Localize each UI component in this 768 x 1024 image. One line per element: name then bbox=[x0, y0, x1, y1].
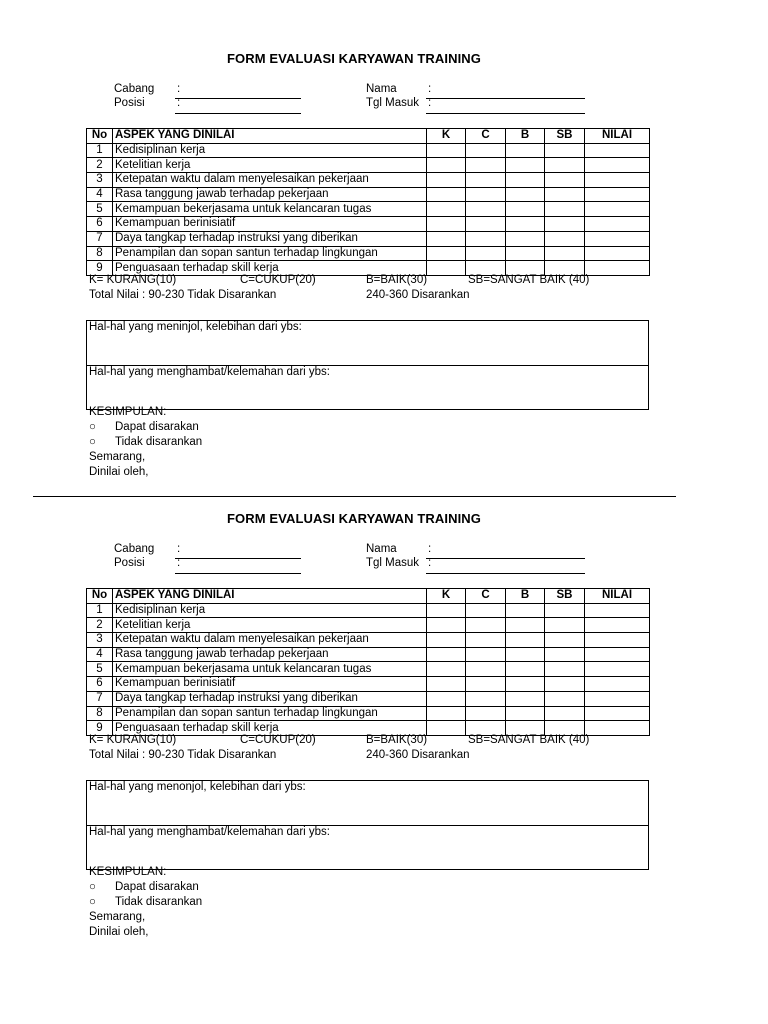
row-no: 8 bbox=[87, 246, 113, 261]
cell-c[interactable] bbox=[466, 143, 506, 158]
option-label: Tidak disarankan bbox=[115, 896, 203, 908]
cell-nilai[interactable] bbox=[585, 261, 650, 276]
cell-nilai[interactable] bbox=[585, 691, 650, 706]
form-title: FORM EVALUASI KARYAWAN TRAINING bbox=[227, 511, 481, 526]
col-header-aspek: ASPEK YANG DINILAI bbox=[113, 589, 427, 604]
cell-nilai[interactable] bbox=[585, 677, 650, 692]
scale-sb: SB=SANGAT BAIK (40) bbox=[468, 734, 590, 746]
cabang-label: Cabang bbox=[114, 543, 155, 555]
col-header-no: No bbox=[87, 589, 113, 604]
row-aspek: Kemampuan berinisiatif bbox=[113, 217, 427, 232]
scale-c: C=CUKUP(20) bbox=[240, 274, 316, 286]
row-aspek: Penampilan dan sopan santun terhadap lingkungan bbox=[113, 706, 427, 721]
cell-sb[interactable] bbox=[545, 633, 585, 648]
row-aspek: Ketepatan waktu dalam menyelesaikan pekerjaan bbox=[113, 173, 427, 188]
col-header-sb: SB bbox=[545, 129, 585, 144]
cell-c[interactable] bbox=[466, 691, 506, 706]
total-not-recommended: Total Nilai : 90-230 Tidak Disarankan bbox=[89, 289, 277, 301]
row-aspek: Daya tangkap terhadap instruksi yang diberikan bbox=[113, 691, 427, 706]
nama-label: Nama bbox=[366, 543, 397, 555]
col-header-c: C bbox=[466, 129, 506, 144]
sign-by: Dinilai oleh, bbox=[89, 466, 149, 478]
cabang-field[interactable] bbox=[175, 98, 301, 99]
table-row bbox=[87, 217, 650, 232]
cell-c[interactable] bbox=[466, 158, 506, 173]
table-row bbox=[87, 633, 650, 648]
row-no: 2 bbox=[87, 618, 113, 633]
nama-colon: : bbox=[428, 83, 432, 95]
cell-b[interactable] bbox=[506, 618, 545, 633]
row-aspek: Rasa tanggung jawab terhadap pekerjaan bbox=[113, 647, 427, 662]
cell-c[interactable] bbox=[466, 662, 506, 677]
tgl-masuk-colon: : bbox=[428, 97, 432, 109]
kesimpulan-label: KESIMPULAN: bbox=[89, 406, 167, 418]
cell-b[interactable] bbox=[506, 231, 545, 246]
cell-b[interactable] bbox=[506, 633, 545, 648]
evaluation-table bbox=[86, 128, 650, 276]
cell-c[interactable] bbox=[466, 618, 506, 633]
cell-nilai[interactable] bbox=[585, 173, 650, 188]
col-header-k: K bbox=[427, 589, 466, 604]
cell-nilai[interactable] bbox=[585, 647, 650, 662]
cell-nilai[interactable] bbox=[585, 721, 650, 736]
posisi-field[interactable] bbox=[175, 113, 301, 114]
cell-sb[interactable] bbox=[545, 187, 585, 202]
radio-circle-icon: ○ bbox=[89, 881, 96, 893]
cabang-colon: : bbox=[177, 83, 181, 95]
option-tidak-disarankan[interactable] bbox=[89, 896, 202, 908]
row-aspek: Ketelitian kerja bbox=[113, 158, 427, 173]
table-row bbox=[87, 603, 650, 618]
posisi-field[interactable] bbox=[175, 573, 301, 574]
posisi-label: Posisi bbox=[114, 557, 145, 569]
row-no: 5 bbox=[87, 662, 113, 677]
table-row bbox=[87, 647, 650, 662]
scale-sb: SB=SANGAT BAIK (40) bbox=[468, 274, 590, 286]
tgl-masuk-colon: : bbox=[428, 557, 432, 569]
tgl-masuk-field[interactable] bbox=[426, 573, 585, 574]
cell-b[interactable] bbox=[506, 647, 545, 662]
cell-nilai[interactable] bbox=[585, 633, 650, 648]
option-tidak-disarankan[interactable] bbox=[89, 436, 202, 448]
evaluation-table bbox=[86, 588, 650, 736]
col-header-k: K bbox=[427, 129, 466, 144]
nama-label: Nama bbox=[366, 83, 397, 95]
cell-sb[interactable] bbox=[545, 691, 585, 706]
kesimpulan-label: KESIMPULAN: bbox=[89, 866, 167, 878]
cell-b[interactable] bbox=[506, 217, 545, 232]
row-aspek: Ketelitian kerja bbox=[113, 618, 427, 633]
cell-sb[interactable] bbox=[545, 246, 585, 261]
row-no: 3 bbox=[87, 173, 113, 188]
posisi-colon: : bbox=[177, 97, 181, 109]
tgl-masuk-label: Tgl Masuk bbox=[366, 557, 420, 569]
scale-k: K= KURANG(10) bbox=[89, 274, 177, 286]
total-not-recommended: Total Nilai : 90-230 Tidak Disarankan bbox=[89, 749, 277, 761]
cell-nilai[interactable] bbox=[585, 187, 650, 202]
table-row bbox=[87, 662, 650, 677]
row-no: 5 bbox=[87, 202, 113, 217]
table-row bbox=[87, 618, 650, 633]
cell-k[interactable] bbox=[427, 706, 466, 721]
col-header-b: B bbox=[506, 589, 545, 604]
option-label: Tidak disarankan bbox=[115, 436, 203, 448]
strength-note-label: Hal-hal yang meninjol, kelebihan dari ybs: bbox=[89, 321, 302, 333]
col-header-nilai: NILAI bbox=[585, 589, 650, 604]
cell-c[interactable] bbox=[466, 231, 506, 246]
weakness-note[interactable] bbox=[87, 365, 648, 410]
table-row bbox=[87, 173, 650, 188]
sign-by: Dinilai oleh, bbox=[89, 926, 149, 938]
cell-c[interactable] bbox=[466, 603, 506, 618]
col-header-aspek: ASPEK YANG DINILAI bbox=[113, 129, 427, 144]
cell-b[interactable] bbox=[506, 173, 545, 188]
table-row bbox=[87, 677, 650, 692]
posisi-colon: : bbox=[177, 557, 181, 569]
col-header-b: B bbox=[506, 129, 545, 144]
cell-sb[interactable] bbox=[545, 158, 585, 173]
row-aspek: Penampilan dan sopan santun terhadap lingkungan bbox=[113, 246, 427, 261]
col-header-c: C bbox=[466, 589, 506, 604]
row-aspek: Daya tangkap terhadap instruksi yang diberikan bbox=[113, 231, 427, 246]
cabang-field[interactable] bbox=[175, 558, 301, 559]
scale-b: B=BAIK(30) bbox=[366, 734, 428, 746]
row-no: 1 bbox=[87, 603, 113, 618]
col-header-nilai: NILAI bbox=[585, 129, 650, 144]
weakness-note[interactable] bbox=[87, 825, 648, 870]
table-row bbox=[87, 158, 650, 173]
cell-sb[interactable] bbox=[545, 143, 585, 158]
row-no: 4 bbox=[87, 187, 113, 202]
scale-c: C=CUKUP(20) bbox=[240, 734, 316, 746]
option-dapat-disarakan[interactable] bbox=[89, 881, 199, 893]
evaluation-form-2 bbox=[0, 460, 768, 938]
scale-k: K= KURANG(10) bbox=[89, 734, 177, 746]
row-no: 2 bbox=[87, 158, 113, 173]
row-no: 7 bbox=[87, 231, 113, 246]
tgl-masuk-label: Tgl Masuk bbox=[366, 97, 420, 109]
cell-b[interactable] bbox=[506, 706, 545, 721]
option-label: Dapat disarakan bbox=[115, 421, 199, 433]
radio-circle-icon: ○ bbox=[89, 436, 96, 448]
cell-k[interactable] bbox=[427, 603, 466, 618]
cell-nilai[interactable] bbox=[585, 618, 650, 633]
weakness-note-label: Hal-hal yang menghambat/kelemahan dari ybs: bbox=[89, 826, 330, 838]
cell-sb[interactable] bbox=[545, 217, 585, 232]
cell-c[interactable] bbox=[466, 173, 506, 188]
cell-nilai[interactable] bbox=[585, 706, 650, 721]
nama-field[interactable] bbox=[426, 558, 585, 559]
cell-k[interactable] bbox=[427, 217, 466, 232]
tgl-masuk-field[interactable] bbox=[426, 113, 585, 114]
cell-sb[interactable] bbox=[545, 647, 585, 662]
cell-c[interactable] bbox=[466, 217, 506, 232]
table-row bbox=[87, 691, 650, 706]
cell-c[interactable] bbox=[466, 246, 506, 261]
sign-place: Semarang, bbox=[89, 451, 146, 463]
row-aspek: Penguasaan terhadap skill kerja bbox=[113, 261, 427, 276]
strength-note-label: Hal-hal yang menonjol, kelebihan dari ybs: bbox=[89, 781, 306, 793]
cell-k[interactable] bbox=[427, 143, 466, 158]
row-no: 3 bbox=[87, 633, 113, 648]
form-title: FORM EVALUASI KARYAWAN TRAINING bbox=[227, 51, 481, 66]
cell-b[interactable] bbox=[506, 662, 545, 677]
nama-field[interactable] bbox=[426, 98, 585, 99]
cell-k[interactable] bbox=[427, 691, 466, 706]
cell-k[interactable] bbox=[427, 261, 466, 276]
table-row bbox=[87, 246, 650, 261]
row-aspek: Kemampuan bekerjasama untuk kelancaran tugas bbox=[113, 662, 427, 677]
cell-c[interactable] bbox=[466, 677, 506, 692]
row-aspek: Rasa tanggung jawab terhadap pekerjaan bbox=[113, 187, 427, 202]
row-aspek: Kemampuan bekerjasama untuk kelancaran tugas bbox=[113, 202, 427, 217]
cell-k[interactable] bbox=[427, 677, 466, 692]
cell-k[interactable] bbox=[427, 202, 466, 217]
table-row bbox=[87, 706, 650, 721]
strength-note[interactable] bbox=[87, 321, 648, 365]
row-no: 8 bbox=[87, 706, 113, 721]
cell-b[interactable] bbox=[506, 603, 545, 618]
col-header-no: No bbox=[87, 129, 113, 144]
cell-nilai[interactable] bbox=[585, 143, 650, 158]
cell-sb[interactable] bbox=[545, 173, 585, 188]
row-no: 1 bbox=[87, 143, 113, 158]
table-row bbox=[87, 143, 650, 158]
cell-b[interactable] bbox=[506, 158, 545, 173]
cell-sb[interactable] bbox=[545, 202, 585, 217]
total-recommended: 240-360 Disarankan bbox=[366, 289, 470, 301]
cell-nilai[interactable] bbox=[585, 202, 650, 217]
table-row bbox=[87, 202, 650, 217]
cell-nilai[interactable] bbox=[585, 662, 650, 677]
cell-k[interactable] bbox=[427, 158, 466, 173]
cell-nilai[interactable] bbox=[585, 158, 650, 173]
cell-k[interactable] bbox=[427, 246, 466, 261]
cell-sb[interactable] bbox=[545, 618, 585, 633]
row-aspek: Kedisiplinan kerja bbox=[113, 603, 427, 618]
cell-b[interactable] bbox=[506, 691, 545, 706]
cell-b[interactable] bbox=[506, 202, 545, 217]
row-aspek: Ketepatan waktu dalam menyelesaikan pekerjaan bbox=[113, 633, 427, 648]
cell-b[interactable] bbox=[506, 187, 545, 202]
cell-sb[interactable] bbox=[545, 662, 585, 677]
sign-place: Semarang, bbox=[89, 911, 146, 923]
row-no: 7 bbox=[87, 691, 113, 706]
evaluation-form-1 bbox=[0, 0, 768, 478]
cell-k[interactable] bbox=[427, 662, 466, 677]
row-aspek: Kedisiplinan kerja bbox=[113, 143, 427, 158]
cell-k[interactable] bbox=[427, 231, 466, 246]
cell-k[interactable] bbox=[427, 618, 466, 633]
posisi-label: Posisi bbox=[114, 97, 145, 109]
cell-k[interactable] bbox=[427, 187, 466, 202]
option-dapat-disarakan[interactable] bbox=[89, 421, 199, 433]
cell-b[interactable] bbox=[506, 246, 545, 261]
cell-nilai[interactable] bbox=[585, 603, 650, 618]
cell-c[interactable] bbox=[466, 187, 506, 202]
row-aspek: Kemampuan berinisiatif bbox=[113, 677, 427, 692]
cell-sb[interactable] bbox=[545, 706, 585, 721]
cell-k[interactable] bbox=[427, 173, 466, 188]
row-aspek: Penguasaan terhadap skill kerja bbox=[113, 721, 427, 736]
weakness-note-label: Hal-hal yang menghambat/kelemahan dari ybs: bbox=[89, 366, 330, 378]
cell-k[interactable] bbox=[427, 647, 466, 662]
radio-circle-icon: ○ bbox=[89, 421, 96, 433]
cell-k[interactable] bbox=[427, 633, 466, 648]
cell-nilai[interactable] bbox=[585, 231, 650, 246]
cell-c[interactable] bbox=[466, 202, 506, 217]
table-header-row bbox=[87, 589, 650, 604]
cell-nilai[interactable] bbox=[585, 246, 650, 261]
total-recommended: 240-360 Disarankan bbox=[366, 749, 470, 761]
cell-b[interactable] bbox=[506, 143, 545, 158]
cell-c[interactable] bbox=[466, 633, 506, 648]
strength-note[interactable] bbox=[87, 781, 648, 825]
cell-sb[interactable] bbox=[545, 677, 585, 692]
cell-k[interactable] bbox=[427, 721, 466, 736]
table-header-row bbox=[87, 129, 650, 144]
cell-c[interactable] bbox=[466, 647, 506, 662]
radio-circle-icon: ○ bbox=[89, 896, 96, 908]
row-no: 4 bbox=[87, 647, 113, 662]
notes-box bbox=[86, 320, 649, 410]
table-row bbox=[87, 231, 650, 246]
row-no: 9 bbox=[87, 721, 113, 736]
notes-box bbox=[86, 780, 649, 870]
cabang-label: Cabang bbox=[114, 83, 155, 95]
row-no: 6 bbox=[87, 677, 113, 692]
cell-b[interactable] bbox=[506, 677, 545, 692]
scale-b: B=BAIK(30) bbox=[366, 274, 428, 286]
col-header-sb: SB bbox=[545, 589, 585, 604]
cabang-colon: : bbox=[177, 543, 181, 555]
row-no: 9 bbox=[87, 261, 113, 276]
cell-sb[interactable] bbox=[545, 603, 585, 618]
option-label: Dapat disarakan bbox=[115, 881, 199, 893]
cell-nilai[interactable] bbox=[585, 217, 650, 232]
table-row bbox=[87, 187, 650, 202]
cell-sb[interactable] bbox=[545, 231, 585, 246]
cell-c[interactable] bbox=[466, 706, 506, 721]
row-no: 6 bbox=[87, 217, 113, 232]
nama-colon: : bbox=[428, 543, 432, 555]
